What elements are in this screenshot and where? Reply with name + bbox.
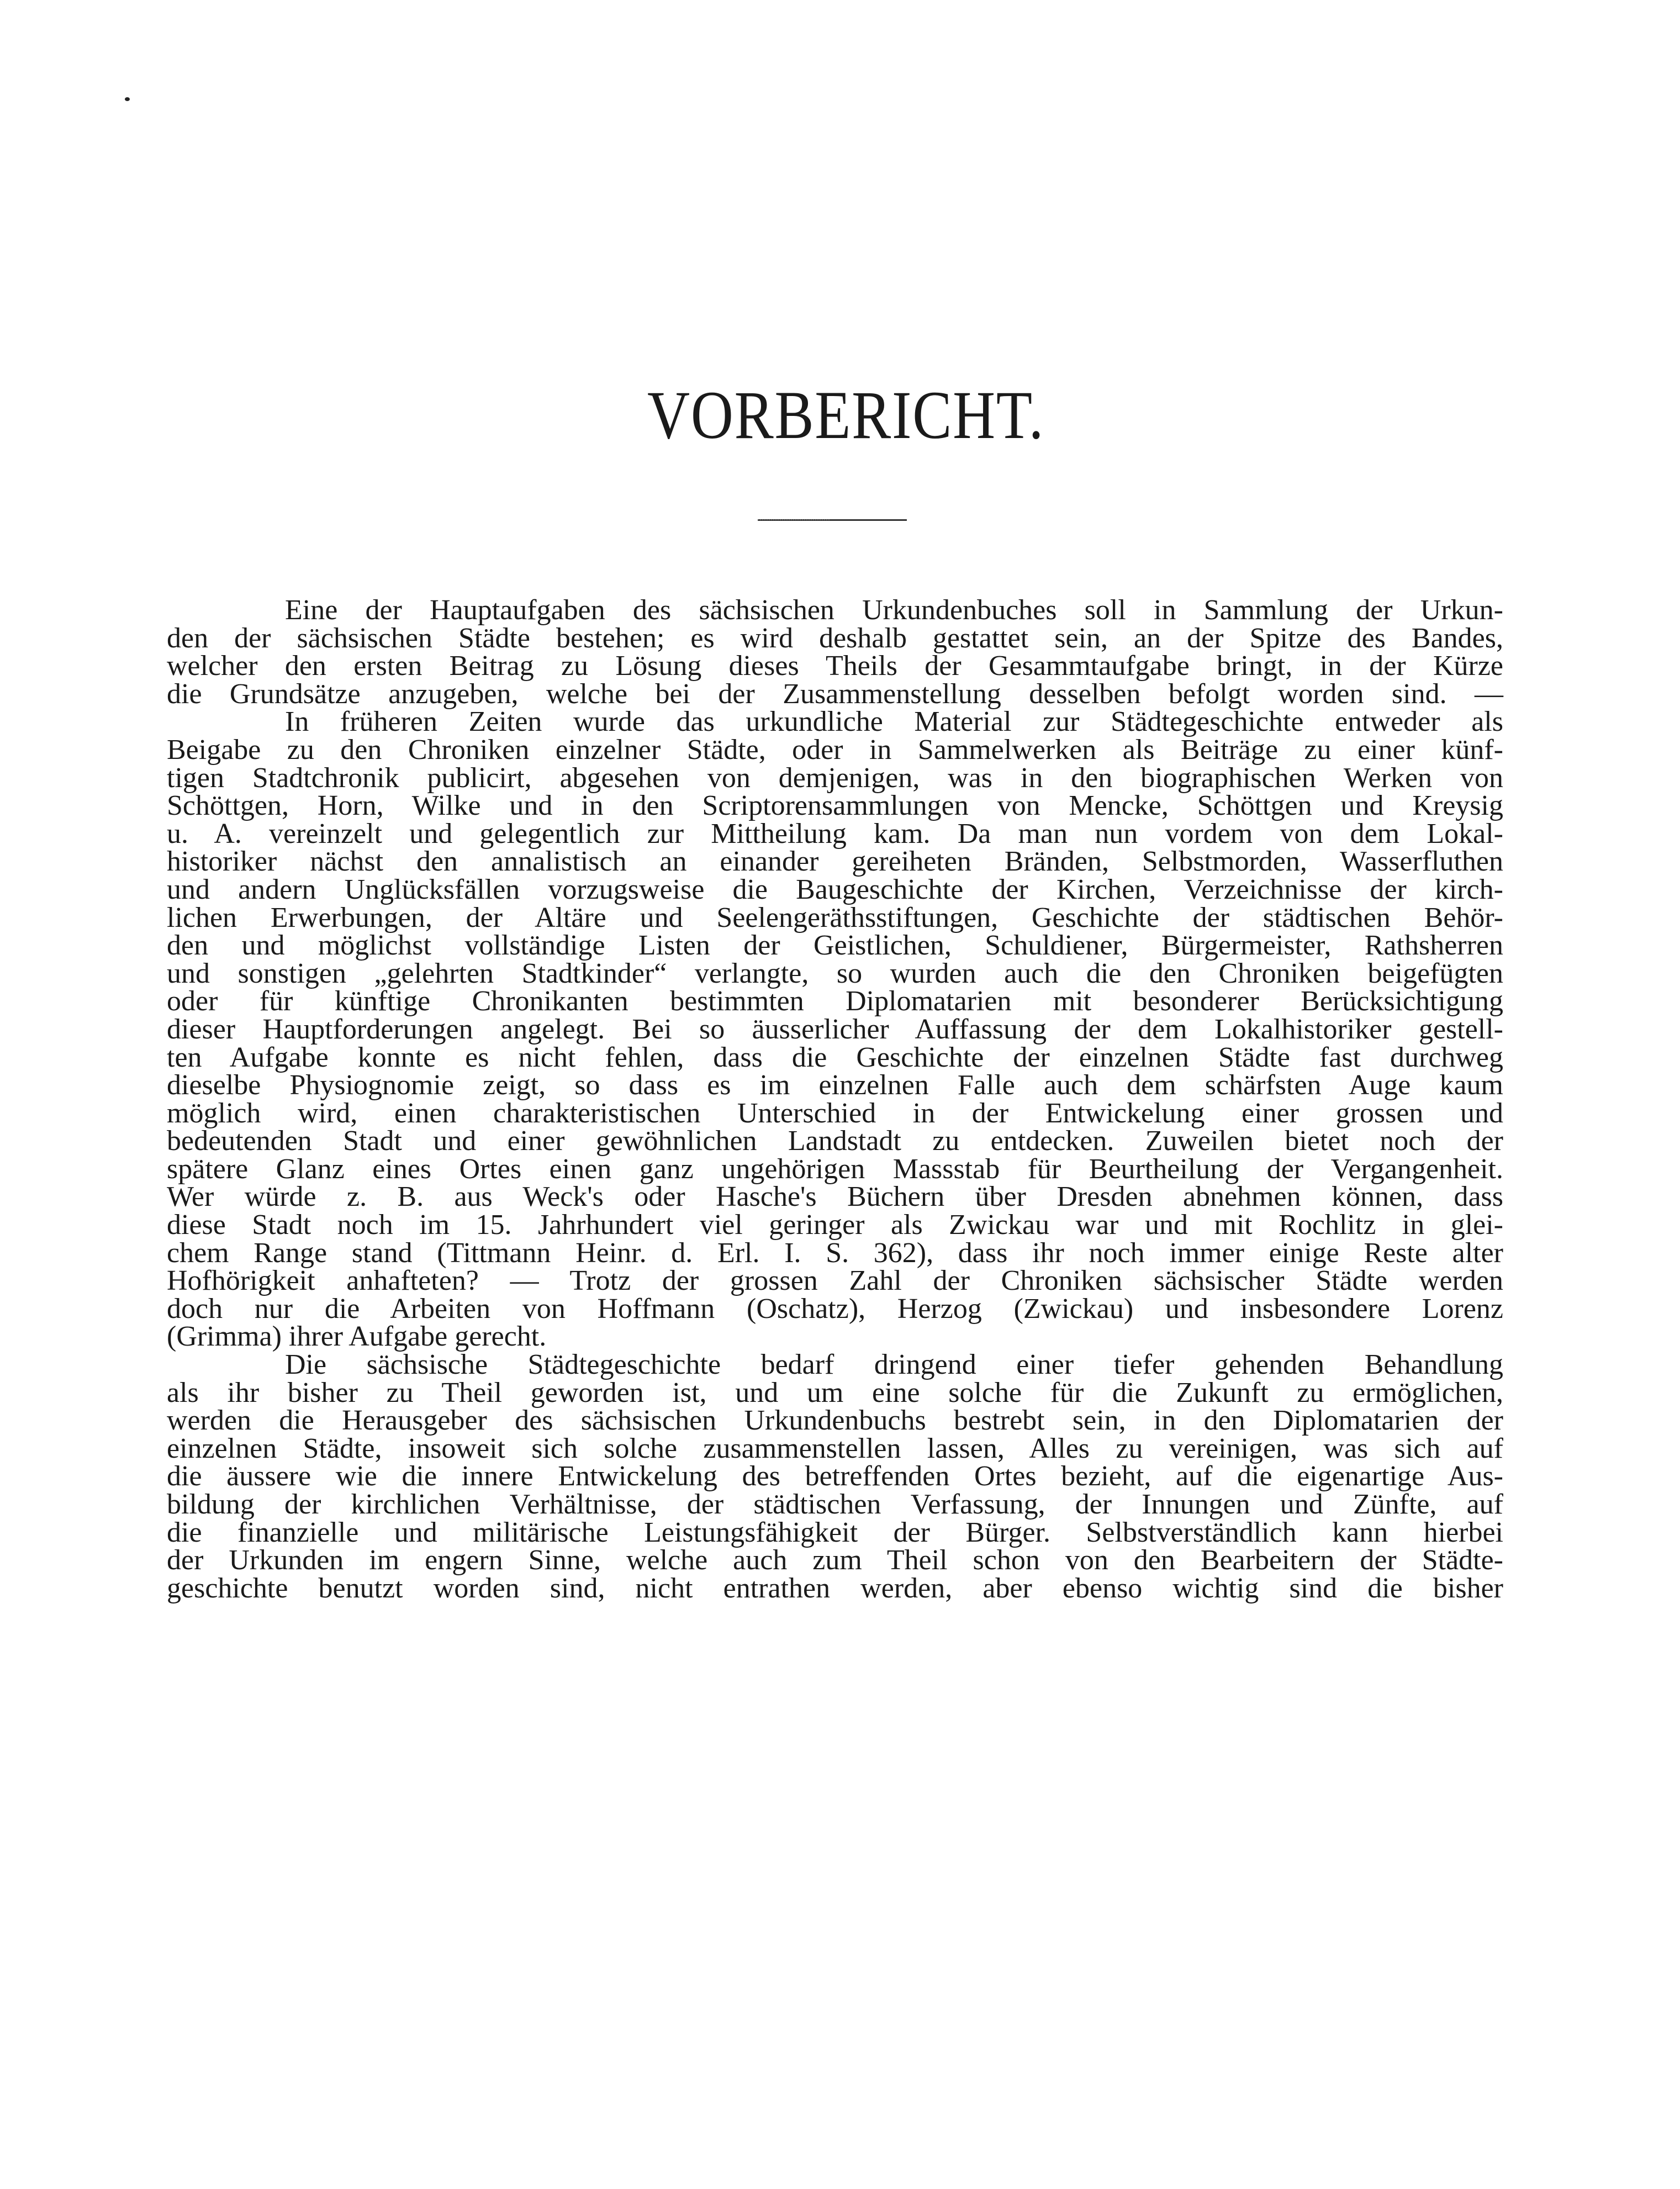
body-line: die äussere wie die innere Entwickelung des betreffenden Ortes bezieht, auf die eigenartige Aus- bbox=[167, 1460, 1503, 1492]
body-line: (Grimma) ihrer Aufgabe gerecht. bbox=[167, 1321, 547, 1353]
page-title: VORBERICHT. bbox=[647, 377, 1045, 453]
body-line: bildung der kirchlichen Verhältnisse, der städtischen Verfassung, der Innungen und Zünfte, auf bbox=[167, 1489, 1503, 1520]
body-line: tigen Stadtchronik publicirt, abgesehen von demjenigen, was in den biographischen Werken von bbox=[167, 762, 1503, 794]
body-line: den der sächsischen Städte bestehen; es wird deshalb gestattet sein, an der Spitze des Bandes, bbox=[167, 622, 1503, 654]
body-line: dieselbe Physiognomie zeigt, so dass es im einzelnen Falle auch dem schärfsten Auge kaum bbox=[167, 1069, 1503, 1101]
title-divider-dotted bbox=[758, 519, 830, 520]
body-line: u. A. vereinzelt und gelegentlich zur Mittheilung kam. Da man nun vordem von dem Lokal- bbox=[167, 817, 1503, 850]
page-speck bbox=[125, 97, 130, 101]
body-line: möglich wird, einen charakteristischen Unterschied in der Entwickelung einer grossen und bbox=[167, 1097, 1503, 1129]
body-line: die finanzielle und militärische Leistungsfähigkeit der Bürger. Selbstverständlich kann hierbei bbox=[167, 1516, 1503, 1548]
body-line: ten Aufgabe konnte es nicht fehlen, dass die Geschichte der einzelnen Städte fast durchweg bbox=[167, 1041, 1503, 1073]
body-text bbox=[167, 594, 1503, 1604]
body-line: Eine der Hauptaufgaben des sächsischen Urkundenbuches soll in Sammlung der Urkun- bbox=[285, 594, 1503, 626]
body-line: einzelnen Städte, insoweit sich solche zusammenstellen lassen, Alles zu vereinigen, was sich auf bbox=[167, 1432, 1503, 1464]
body-line: lichen Erwerbungen, der Altäre und Seelengeräthsstiftungen, Geschichte der städtischen Behör- bbox=[167, 901, 1503, 933]
body-line: doch nur die Arbeiten von Hoffmann (Oschatz), Herzog (Zwickau) und insbesondere Lorenz bbox=[167, 1293, 1503, 1325]
body-line: Die sächsische Städtegeschichte bedarf dringend einer tiefer gehenden Behandlung bbox=[285, 1349, 1503, 1381]
body-line: spätere Glanz eines Ortes einen ganz ungehörigen Massstab für Beurtheilung der Vergangenheit. bbox=[167, 1153, 1503, 1185]
body-line: oder für künftige Chronikanten bestimmten Diplomatarien mit besonderer Berücksichtigung bbox=[167, 985, 1503, 1017]
body-line: chem Range stand (Tittmann Heinr. d. Erl. I. S. 362), dass ihr noch immer einige Reste alter bbox=[167, 1237, 1503, 1269]
body-line: werden die Herausgeber des sächsischen Urkundenbuchs bestrebt sein, in den Diplomatarien der bbox=[167, 1405, 1503, 1437]
body-line: Schöttgen, Horn, Wilke und in den Scriptorensammlungen von Mencke, Schöttgen und Kreysig bbox=[167, 790, 1503, 822]
body-line: dieser Hauptforderungen angelegt. Bei so äusserlicher Auffassung der dem Lokalhistoriker gestell- bbox=[167, 1013, 1503, 1045]
body-line: den und möglichst vollständige Listen der Geistlichen, Schuldiener, Bürgermeister, Rathsherren bbox=[167, 930, 1503, 962]
body-line: diese Stadt noch im 15. Jahrhundert viel geringer als Zwickau war und mit Rochlitz in glei- bbox=[167, 1209, 1503, 1241]
body-line: und sonstigen „gelehrten Stadtkinder“ verlangte, so wurden auch die den Chroniken beigefügten bbox=[167, 957, 1503, 989]
body-line: Beigabe zu den Chroniken einzelner Städte, oder in Sammelwerken als Beiträge zu einer künf- bbox=[167, 734, 1503, 766]
body-line: Wer würde z. B. aus Weck's oder Hasche's Büchern über Dresden abnehmen können, dass bbox=[167, 1181, 1503, 1213]
body-line: bedeutenden Stadt und einer gewöhnlichen Landstadt zu entdecken. Zuweilen bietet noch der bbox=[167, 1125, 1503, 1157]
body-line: der Urkunden im engern Sinne, welche auch zum Theil schon von den Bearbeitern der Städte- bbox=[167, 1544, 1503, 1576]
body-line: als ihr bisher zu Theil geworden ist, und um eine solche für die Zukunft zu ermöglichen, bbox=[167, 1376, 1503, 1409]
body-line: Hofhörigkeit anhafteten? — Trotz der grossen Zahl der Chroniken sächsischer Städte werden bbox=[167, 1265, 1503, 1297]
body-line: die Grundsätze anzugeben, welche bei der Zusammenstellung desselben befolgt worden sind. — bbox=[167, 678, 1503, 710]
body-line: und andern Unglücksfällen vorzugsweise die Baugeschichte der Kirchen, Verzeichnisse der kirch- bbox=[167, 873, 1503, 905]
body-line: geschichte benutzt worden sind, nicht entrathen werden, aber ebenso wichtig sind die bisher bbox=[167, 1572, 1503, 1604]
body-line: welcher den ersten Beitrag zu Lösung dieses Theils der Gesammtaufgabe bringt, in der Kürze bbox=[167, 650, 1503, 682]
body-line: historiker nächst den annalistisch an einander gereiheten Bränden, Selbstmorden, Wasserfluthen bbox=[167, 846, 1503, 878]
body-line: In früheren Zeiten wurde das urkundliche Material zur Städtegeschichte entweder als bbox=[285, 706, 1503, 738]
